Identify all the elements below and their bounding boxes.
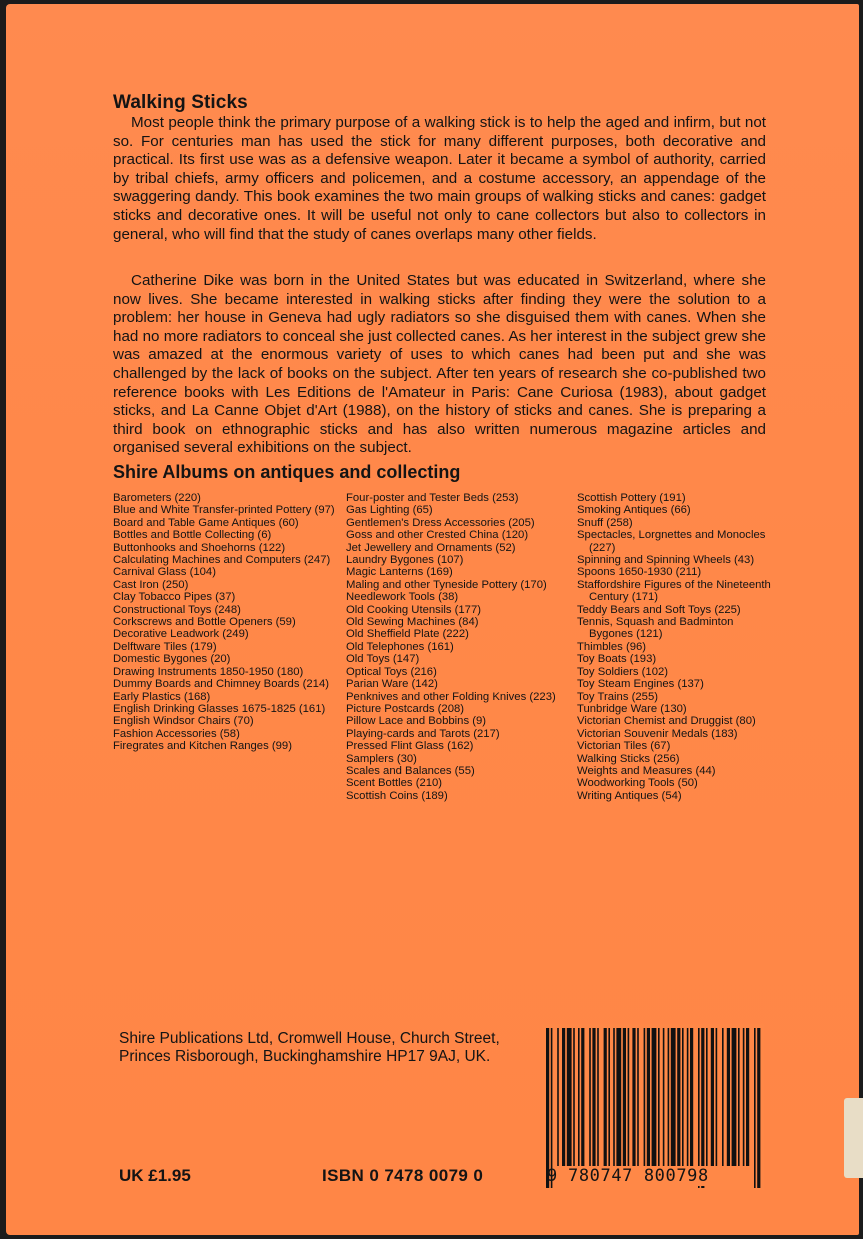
series-list-column-1 (113, 492, 335, 753)
price-label: UK £1.95 (119, 1166, 191, 1185)
series-list-item: Magic Lanterns (169) (346, 566, 453, 579)
series-list-item: Dummy Boards and Chimney Boards (214) (113, 678, 329, 691)
series-list-item: Old Sheffield Plate (222) (346, 628, 469, 641)
series-list-item: Scottish Pottery (191) (577, 492, 686, 504)
series-list-item: Old Telephones (161) (346, 640, 454, 653)
series-list-item: Calculating Machines and Computers (247) (113, 554, 331, 567)
barcode-bar (671, 1028, 676, 1166)
barcode-bar (637, 1028, 639, 1166)
series-list-item: Writing Antiques (54) (577, 789, 682, 802)
series-list-item: Samplers (30) (346, 752, 417, 765)
series-list-item: Domestic Bygones (20) (113, 653, 231, 666)
barcode-bar (628, 1028, 630, 1166)
back-cover (6, 4, 859, 1235)
series-list-item: Blue and White Transfer-printed Pottery (97) (113, 504, 335, 517)
barcode-bar (589, 1028, 591, 1166)
series-list-item: Picture Postcards (208) (346, 702, 465, 715)
series-list-item: Cast Iron (250) (113, 578, 189, 591)
series-list-heading: Shire Albums on antiques and collecting (113, 462, 461, 482)
series-list-item: Needlework Tools (38) (346, 591, 459, 604)
series-list-item: Old Cooking Utensils (177) (346, 603, 481, 616)
series-list-item: Drawing Instruments 1850-1950 (180) (113, 665, 304, 678)
barcode-bar (546, 1028, 549, 1188)
series-list-item: Barometers (220) (113, 492, 201, 504)
series-list-item: Constructional Toys (248) (113, 603, 241, 616)
series-list-item: Scottish Coins (189) (346, 789, 448, 802)
series-list-column-2 (346, 492, 571, 802)
series-list-item: Buttonhooks and Shoehorns (122) (113, 541, 286, 554)
series-list-item: Jet Jewellery and Ornaments (52) (346, 541, 516, 554)
barcode-bar (597, 1028, 599, 1166)
barcode-bar (623, 1028, 626, 1166)
barcode-digits: 780747 800798 (568, 1166, 709, 1186)
series-list-item: Goss and other Crested China (120) (346, 529, 529, 542)
series-list-item: Weights and Measures (44) (577, 764, 716, 777)
series-list-item: Pillow Lace and Bobbins (9) (346, 715, 487, 728)
barcode-bar (647, 1028, 650, 1166)
series-list-item: Four-poster and Tester Beds (253) (346, 492, 519, 504)
series-list-item: Staffordshire Figures of the Nineteenth Century (171) (577, 578, 771, 604)
series-list-item: Old Sewing Machines (84) (346, 616, 479, 629)
barcode-bar (677, 1028, 680, 1166)
barcode-bar (608, 1028, 610, 1166)
series-list-item: Delftware Tiles (179) (113, 640, 217, 653)
series-list-item: Parian Ware (142) (346, 678, 438, 691)
series-list-item: Old Toys (147) (346, 653, 420, 666)
barcode-bar (652, 1028, 657, 1166)
series-list-item: Toy Boats (193) (577, 653, 657, 666)
series-list-item: Fashion Accessories (58) (113, 727, 240, 740)
barcode-bar (551, 1028, 553, 1188)
barcode-bar (701, 1028, 704, 1188)
barcode-bar (716, 1028, 718, 1166)
barcode-bar (573, 1028, 575, 1166)
barcode-bar (668, 1028, 670, 1166)
series-list-item: Laundry Bygones (107) (346, 554, 464, 567)
series-list-item: Toy Soldiers (102) (577, 665, 669, 678)
series-list-item: Maling and other Tyneside Pottery (170) (346, 578, 547, 591)
series-list-item: Carnival Glass (104) (113, 566, 216, 579)
barcode-bar (732, 1028, 737, 1166)
barcode-bar (658, 1028, 660, 1166)
series-list-item: Board and Table Game Antiques (60) (113, 516, 299, 529)
series-list-item: Victorian Tiles (67) (577, 740, 671, 753)
barcode-bar (743, 1028, 745, 1166)
barcode-bar (613, 1028, 615, 1166)
series-list-column-3 (577, 492, 777, 802)
series-list-item: Penknives and other Folding Knives (223) (346, 690, 556, 703)
series-list-item: Pressed Flint Glass (162) (346, 740, 474, 753)
series-list-item: Toy Steam Engines (137) (577, 678, 704, 691)
series-list-item: Scent Bottles (210) (346, 777, 443, 790)
barcode-bar (616, 1028, 621, 1166)
barcode-bar (698, 1028, 700, 1188)
series-list-item: Teddy Bears and Soft Toys (225) (577, 603, 741, 616)
series-list-item: Bottles and Bottle Collecting (6) (113, 529, 272, 542)
barcode-bar (687, 1028, 689, 1166)
barcode-bar (644, 1028, 646, 1166)
barcode-bar (690, 1028, 693, 1166)
series-list-item: Clay Tobacco Pipes (37) (113, 591, 236, 604)
series-list-item: Gas Lighting (65) (346, 504, 433, 517)
barcode-bar (557, 1028, 559, 1166)
series-list-item: Tennis, Squash and Badminton Bygones (121) (577, 616, 734, 641)
description-paragraph: Most people think the primary purpose of a walking stick is to help the aged and infirm, but not so. For centuries man has used the stick for many different purposes, both decorative and practical. Its first use was as a defensive weapon. Later it became a symbol of authority, carried by tribal chiefs, army officers and policemen, and a costume accessory, an appendage of the swaggering dandy. This book examines the two main groups of walking sticks and canes: gadget sticks and decorative ones. It will be useful not only to cane collectors but also to collectors in general, who will find that the study of canes overlaps many other fields. (113, 114, 766, 243)
series-list-item: Playing-cards and Tarots (217) (346, 727, 500, 740)
series-list-item: Thimbles (96) (577, 640, 647, 653)
series-list-item: Optical Toys (216) (346, 665, 437, 678)
series-list-item: Spinning and Spinning Wheels (43) (577, 554, 755, 567)
series-list-item: English Drinking Glasses 1675-1825 (161) (113, 702, 326, 715)
barcode-bar (757, 1028, 760, 1188)
barcode-bar (604, 1028, 607, 1166)
series-list-item: Snuff (258) (577, 516, 633, 529)
series-list-item: Corkscrews and Bottle Openers (59) (113, 616, 296, 629)
book-title: Walking Sticks (113, 92, 248, 113)
barcode-bar (562, 1028, 565, 1166)
barcode-lead-digit: 9 (547, 1166, 558, 1186)
barcode-bar (663, 1028, 665, 1166)
barcode-bar (581, 1028, 584, 1166)
publisher-address: Shire Publications Ltd, Cromwell House, Church Street, Princes Risborough, Buckinghamshire HP17 9AJ, UK. (119, 1030, 500, 1065)
series-list-item: Scales and Balances (55) (346, 764, 475, 777)
author-biography-paragraph: Catherine Dike was born in the United States but was educated in Switzerland, where she now lives. She became interested in walking sticks after finding they were the solution to a problem: her house in Geneva had ugly radiators so she disguised them with canes. When she had no more radiators to conceal she just collected canes. As her interest in the subject grew she was amazed at the enormous variety of uses to which canes had been put and she was challenged by the lack of books on the subject. After ten years of research she co-published two reference books with Les Editions de l'Amateur in Paris: Cane Curiosa (1983), about gadget sticks, and La Canne Objet d'Art (1988), on the history of sticks and canes. She is preparing a third book on ethnographic sticks and has also written numerous magazine articles and organised several exhibitions on the subject. (113, 272, 766, 457)
barcode-bar (738, 1028, 740, 1166)
series-list-item: Smoking Antiques (66) (577, 504, 691, 517)
barcode-bar (578, 1028, 580, 1166)
series-list-item: Woodworking Tools (50) (577, 777, 698, 790)
barcode-bar (682, 1028, 684, 1166)
barcode-bar (592, 1028, 595, 1166)
series-list-item: Tunbridge Ware (130) (577, 702, 687, 715)
barcode-bar (746, 1028, 749, 1166)
isbn-label: ISBN 0 7478 0079 0 (322, 1166, 484, 1185)
barcode-bar (754, 1028, 756, 1188)
series-list-item: Toy Trains (255) (577, 690, 658, 703)
series-list-item: Walking Sticks (256) (577, 752, 680, 765)
series-list-item: Spectacles, Lorgnettes and Monocles (227) (577, 529, 766, 554)
barcode-bar (722, 1028, 724, 1166)
series-list-item: Decorative Leadwork (249) (113, 628, 249, 641)
series-list-item: Firegrates and Kitchen Ranges (99) (113, 740, 292, 753)
series-list-item: English Windsor Chairs (70) (113, 715, 254, 728)
barcode-bar (706, 1028, 708, 1166)
series-list-item: Victorian Souvenir Medals (183) (577, 727, 738, 740)
price-sticker-remnant (844, 1098, 863, 1178)
series-list-item: Spoons 1650-1930 (211) (577, 566, 702, 579)
series-list-item: Victorian Chemist and Druggist (80) (577, 715, 756, 728)
barcode-bar (567, 1028, 572, 1166)
series-list-item: Gentlemen's Dress Accessories (205) (346, 516, 535, 529)
barcode-bar (711, 1028, 714, 1166)
barcode-bar (632, 1028, 635, 1166)
series-list-item: Early Plastics (168) (113, 690, 211, 703)
barcode-bar (727, 1028, 730, 1166)
